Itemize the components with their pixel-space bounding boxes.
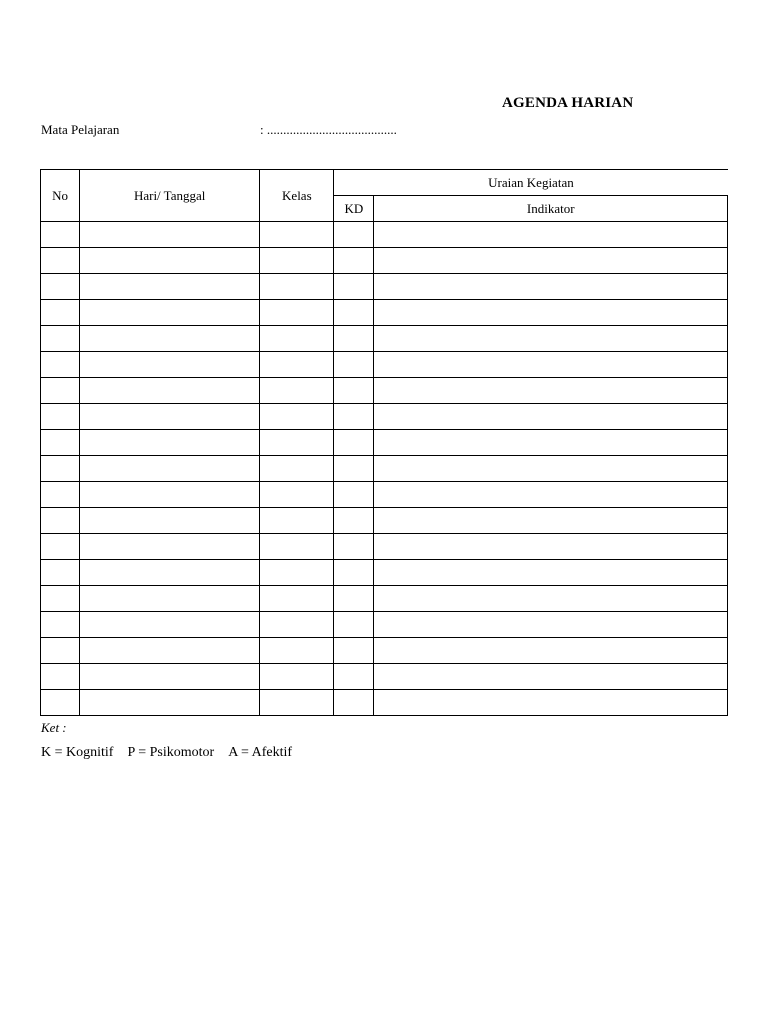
cell-kelas [260,664,334,690]
cell-kd [334,534,374,560]
cell-no [41,326,80,352]
cell-no [41,508,80,534]
cell-indikator [374,482,728,508]
cell-kd [334,638,374,664]
table-row [41,378,728,404]
cell-kd [334,456,374,482]
table-body [41,222,728,716]
cell-hari-tanggal [80,534,260,560]
cell-kelas [260,300,334,326]
cell-hari-tanggal [80,352,260,378]
table-row [41,638,728,664]
cell-no [41,404,80,430]
table-row [41,586,728,612]
cell-kelas [260,326,334,352]
cell-kelas [260,534,334,560]
cell-kelas [260,352,334,378]
cell-indikator [374,404,728,430]
cell-indikator [374,664,728,690]
cell-kd [334,326,374,352]
cell-indikator [374,430,728,456]
cell-hari-tanggal [80,326,260,352]
header-uraian-kegiatan: Uraian Kegiatan [334,170,728,196]
cell-no [41,352,80,378]
cell-hari-tanggal [80,404,260,430]
cell-kd [334,560,374,586]
table-row [41,248,728,274]
cell-no [41,378,80,404]
table-row [41,300,728,326]
cell-kelas [260,560,334,586]
table-row [41,508,728,534]
agenda-table [40,169,728,716]
cell-kd [334,508,374,534]
cell-kelas [260,430,334,456]
cell-hari-tanggal [80,248,260,274]
cell-indikator [374,638,728,664]
cell-no [41,300,80,326]
cell-kd [334,664,374,690]
cell-no [41,456,80,482]
cell-hari-tanggal [80,222,260,248]
cell-hari-tanggal [80,612,260,638]
table-row [41,274,728,300]
cell-hari-tanggal [80,300,260,326]
cell-kelas [260,586,334,612]
cell-hari-tanggal [80,690,260,716]
cell-kd [334,248,374,274]
cell-kelas [260,274,334,300]
legend [41,745,306,761]
cell-no [41,482,80,508]
cell-hari-tanggal [80,508,260,534]
table-row [41,690,728,716]
cell-indikator [374,690,728,716]
cell-no [41,274,80,300]
mata-pelajaran-label: Mata Pelajaran [41,122,120,137]
cell-no [41,586,80,612]
cell-kd [334,300,374,326]
table-row [41,430,728,456]
legend-afektif: A = Afektif [228,745,293,760]
cell-indikator [374,612,728,638]
table-row [41,482,728,508]
cell-hari-tanggal [80,378,260,404]
cell-hari-tanggal [80,638,260,664]
cell-hari-tanggal [80,586,260,612]
cell-indikator [374,222,728,248]
cell-kelas [260,690,334,716]
cell-kd [334,482,374,508]
cell-indikator [374,352,728,378]
cell-hari-tanggal [80,430,260,456]
header-no: No [41,170,80,222]
cell-no [41,430,80,456]
cell-indikator [374,456,728,482]
cell-no [41,690,80,716]
document-title: AGENDA HARIAN [502,95,634,111]
header-hari-tanggal: Hari/ Tanggal [80,170,260,222]
table-row [41,612,728,638]
header-indikator: Indikator [374,196,728,222]
cell-kd [334,378,374,404]
cell-indikator [374,508,728,534]
cell-kd [334,222,374,248]
cell-kelas [260,638,334,664]
cell-kelas [260,248,334,274]
cell-hari-tanggal [80,482,260,508]
cell-kd [334,274,374,300]
cell-kd [334,612,374,638]
cell-kelas [260,222,334,248]
cell-indikator [374,586,728,612]
cell-no [41,560,80,586]
table-row [41,534,728,560]
cell-indikator [374,274,728,300]
cell-indikator [374,534,728,560]
header-kelas: Kelas [260,170,334,222]
cell-kd [334,586,374,612]
legend-kognitif: K = Kognitif [41,745,114,760]
table-header [41,170,728,222]
cell-no [41,638,80,664]
cell-kelas [260,612,334,638]
cell-no [41,664,80,690]
table-row [41,352,728,378]
cell-indikator [374,326,728,352]
cell-kd [334,690,374,716]
table-row [41,222,728,248]
table-row [41,456,728,482]
cell-kelas [260,404,334,430]
legend-psikomotor: P = Psikomotor [127,745,215,760]
cell-no [41,248,80,274]
cell-indikator [374,560,728,586]
cell-no [41,612,80,638]
cell-kd [334,404,374,430]
table-row [41,326,728,352]
cell-no [41,534,80,560]
cell-hari-tanggal [80,560,260,586]
cell-indikator [374,378,728,404]
cell-kelas [260,378,334,404]
cell-indikator [374,300,728,326]
mata-pelajaran-value: : ........................................ [260,122,397,137]
ket-label: Ket : [41,720,67,735]
cell-indikator [374,248,728,274]
cell-kelas [260,508,334,534]
cell-hari-tanggal [80,274,260,300]
cell-kd [334,352,374,378]
table-row [41,404,728,430]
cell-hari-tanggal [80,664,260,690]
cell-hari-tanggal [80,456,260,482]
cell-kelas [260,456,334,482]
cell-no [41,222,80,248]
table-row [41,560,728,586]
cell-kelas [260,482,334,508]
cell-kd [334,430,374,456]
table-row [41,664,728,690]
header-kd: KD [334,196,374,222]
